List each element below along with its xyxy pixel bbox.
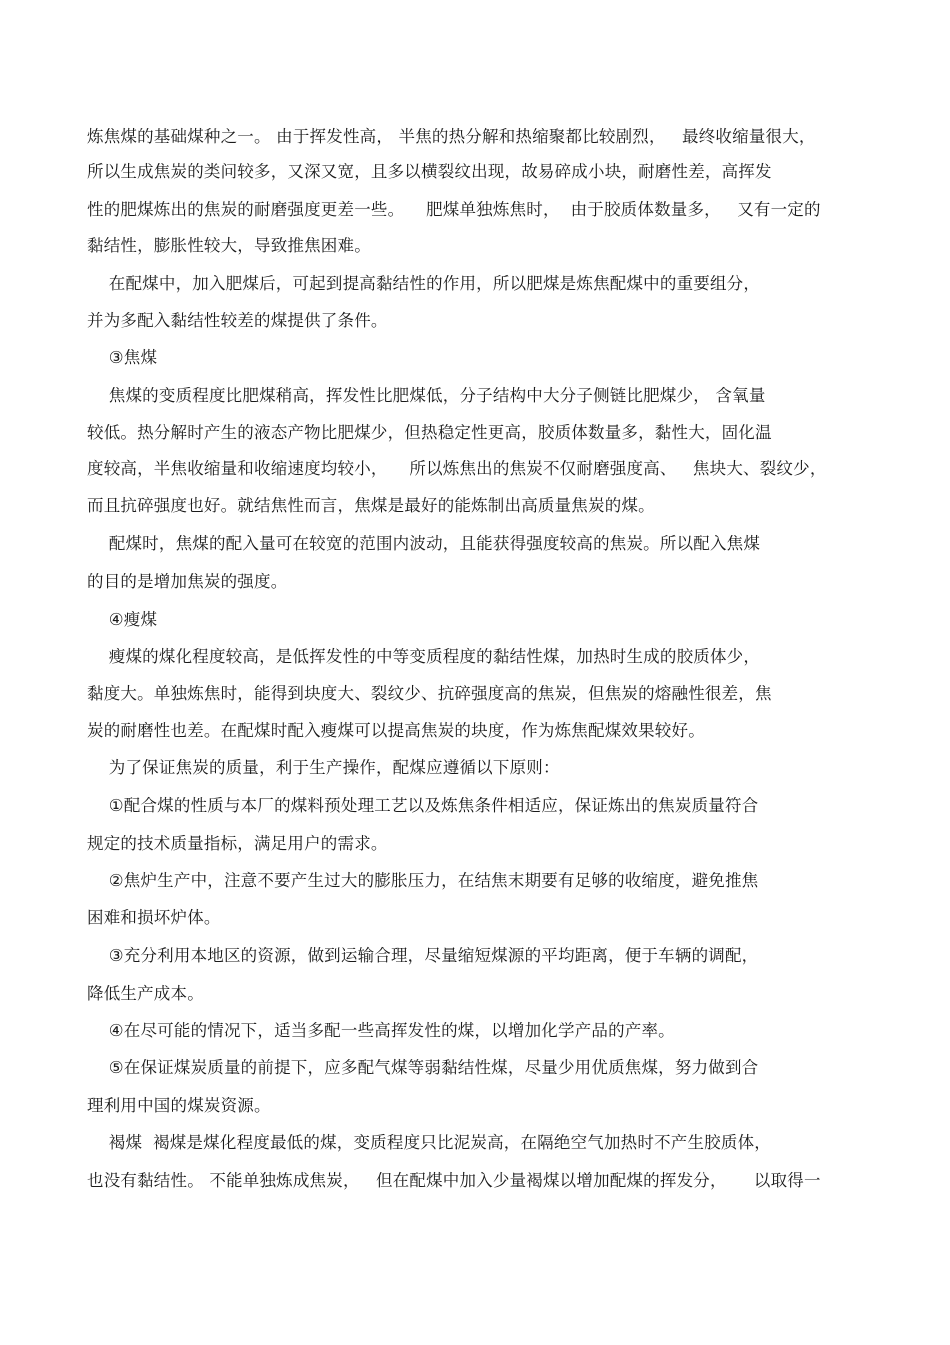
text-line: ③充分利用本地区的资源，做到运输合理，尽量缩短煤源的平均距离，便于车辆的调配，	[87, 946, 759, 965]
text-line: 的目的是增加焦炭的强度。	[87, 572, 288, 591]
text-line: 瘦煤的煤化程度较高，是低挥发性的中等变质程度的黏结性煤，加热时生成的胶质体少，	[87, 647, 761, 666]
text-line: 在配煤中，加入肥煤后，可起到提高黏结性的作用，所以肥煤是炼焦配煤中的重要组分，	[87, 274, 761, 293]
text-line: 为了保证焦炭的质量，利于生产操作，配煤应遵循以下原则：	[87, 758, 560, 777]
text-line: ④在尽可能的情况下，适当多配一些高挥发性的煤，以增加化学产品的产率。	[87, 1021, 675, 1040]
text-line: 焦煤的变质程度比肥煤稍高，挥发性比肥煤低，分子结构中大分子侧链比肥煤少， 含氧量	[87, 386, 766, 405]
text-line: 并为多配入黏结性较差的煤提供了条件。	[87, 311, 388, 330]
text-line: 降低生产成本。	[87, 984, 204, 1003]
text-line: 较低。热分解时产生的液态产物比肥煤少，但热稳定性更高，胶质体数量多，黏性大，固化温	[87, 423, 772, 442]
text-line: ⑤在保证煤炭质量的前提下，应多配气煤等弱黏结性煤，尽量少用优质焦煤，努力做到合	[87, 1058, 759, 1077]
section-heading: ③焦煤	[87, 348, 158, 367]
text-line: 也没有黏结性。 不能单独炼成焦炭， 但在配煤中加入少量褐煤以增加配煤的挥发分， 以取得一	[87, 1171, 821, 1190]
text-line: 性的肥煤炼出的焦炭的耐磨强度更差一些。 肥煤单独炼焦时， 由于胶质体数量多， 又有一定的	[87, 200, 821, 219]
text-line: 黏度大。单独炼焦时，能得到块度大、裂纹少、抗碎强度高的焦炭，但焦炭的熔融性很差，焦	[87, 684, 772, 703]
text-line: 理利用中国的煤炭资源。	[87, 1096, 271, 1115]
text-line: 配煤时，焦煤的配入量可在较宽的范围内波动，且能获得强度较高的焦炭。所以配入焦煤	[87, 534, 761, 553]
text-line: 度较高，半焦收缩量和收缩速度均较小， 所以炼焦出的焦炭不仅耐磨强度高、 焦块大、裂纹少，	[87, 459, 827, 478]
text-line: 褐煤 褐煤是煤化程度最低的煤，变质程度只比泥炭高，在隔绝空气加热时不产生胶质体，	[87, 1133, 771, 1152]
text-line: 炼焦煤的基础煤种之一。 由于挥发性高， 半焦的热分解和热缩聚都比较剧烈， 最终收缩量很大，	[87, 127, 816, 146]
text-line: ①配合煤的性质与本厂的煤料预处理工艺以及炼焦条件相适应，保证炼出的焦炭质量符合	[87, 796, 759, 815]
text-line: 规定的技术质量指标，满足用户的需求。	[87, 834, 388, 853]
text-line: 炭的耐磨性也差。在配煤时配入瘦煤可以提高焦炭的块度，作为炼焦配煤效果较好。	[87, 721, 705, 740]
section-heading: ④瘦煤	[87, 610, 158, 629]
text-line: 黏结性，膨胀性较大，导致推焦困难。	[87, 236, 371, 255]
text-line: 困难和损坏炉体。	[87, 908, 221, 927]
text-line: ②焦炉生产中，注意不要产生过大的膨胀压力，在结焦末期要有足够的收缩度，避免推焦	[87, 871, 759, 890]
text-line: 而且抗碎强度也好。就结焦性而言，焦煤是最好的能炼制出高质量焦炭的煤。	[87, 496, 655, 515]
text-line: 所以生成焦炭的类问较多，又深又宽，且多以横裂纹出现，故易碎成小块，耐磨性差，高挥发	[87, 162, 772, 181]
